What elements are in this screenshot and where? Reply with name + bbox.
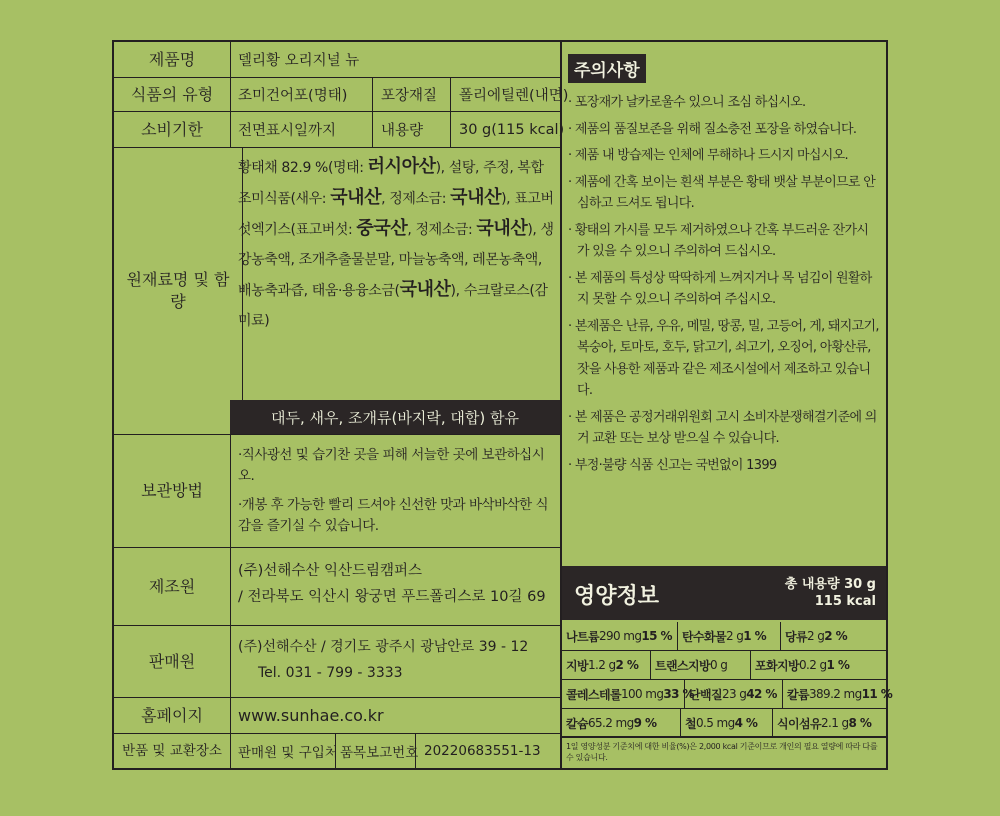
report-number-value: 20220683551-13 xyxy=(424,743,541,759)
nutrition-row xyxy=(562,622,886,651)
caution-item: · 부정·불량 식품 신고는 국번없이 1399 xyxy=(568,457,777,473)
packaging-value: 폴리에틸렌(내면) xyxy=(459,88,569,104)
maker-line-2: / 전라북도 익산시 왕궁면 푸드폴리스로 10길 69 xyxy=(238,589,546,605)
packaging-label: 포장재질 xyxy=(373,78,451,111)
row-product-name xyxy=(114,42,560,78)
nutrient-cell: 단백질 23 g 42 % xyxy=(684,680,782,708)
maker-line-1: (주)선해수산 익산드림캠퍼스 xyxy=(238,563,423,579)
food-type-label: 식품의 유형 xyxy=(114,78,231,111)
nutrition-row xyxy=(562,680,893,709)
ingredient-text: ), 설탕, 주정, 복합조미식품(새우: xyxy=(238,160,544,207)
nutrition-total-kcal: 115 kcal xyxy=(814,594,876,609)
origin-highlight: 중국산 xyxy=(356,218,408,239)
seller-phone: Tel. 031 - 799 - 3333 xyxy=(258,665,403,681)
expiry-label: 소비기한 xyxy=(114,112,231,147)
nutrient-cell: 지방 1.2 g 2 % xyxy=(566,658,639,673)
nutrition-header xyxy=(562,566,886,620)
nutrient-cell: 나트륨 290 mg 15 % xyxy=(566,629,672,644)
origin-highlight: 국내산 xyxy=(330,187,382,208)
ingredient-text: ), 수크랄로스(감미료) xyxy=(238,283,548,329)
ingredient-text: ), 생강농축액, 조개추출물분말, 마늘농축액, 레몬농축액, 배농축과즙, 태움·용융소금( xyxy=(238,222,554,299)
caution-item: · 본 제품은 공정거래위원회 고시 소비자분쟁해결기준에 의거 교환 또는 보상 받으실 수 있습니다. xyxy=(568,409,877,446)
storage-line-1: ·직사광선 및 습기찬 곳을 피해 서늘한 곳에 보관하십시오. xyxy=(238,447,545,484)
origin-highlight: 국내산 xyxy=(476,218,528,239)
nutrient-cell: 식이섬유 2.1 g 8 % xyxy=(772,709,886,737)
nutrient-cell: 콜레스테롤 100 mg 33 % xyxy=(566,687,694,702)
origin-highlight: 국내산 xyxy=(399,279,451,300)
ingredients-label: 원재료명 및 함량 xyxy=(114,148,243,434)
nutrient-cell: 철 0.5 mg 4 % xyxy=(680,709,772,737)
volume-value: 30 g(115 kcal) xyxy=(459,121,565,138)
nutrition-footnote: 1일 영양성분 기준치에 대한 비율(%)은 2,000 kcal 기준이므로 개인의 필요 열량에 따라 다를 수 있습니다. xyxy=(566,742,878,762)
nutrition-total xyxy=(785,576,876,610)
product-info-table xyxy=(114,42,569,768)
label-panel xyxy=(112,40,893,770)
row-ingredients xyxy=(114,148,560,435)
product-name-label: 제품명 xyxy=(114,42,231,77)
nutrient-cell: 탄수화물 2 g 1 % xyxy=(677,622,780,650)
nutrient-cell: 당류 2 g 2 % xyxy=(780,622,886,650)
ingredient-text: ), 표고버섯엑기스(표고버섯: xyxy=(238,191,554,238)
report-number-label: 품목보고번호 xyxy=(336,734,416,768)
caution-list xyxy=(568,92,880,481)
seller-label: 판매원 xyxy=(114,626,231,697)
row-maker xyxy=(114,548,560,626)
caution-title: 주의사항 xyxy=(568,54,646,83)
ingredient-text: , 정제소금: xyxy=(381,191,451,207)
allergy-notice: 대두, 새우, 조개류(바지락, 대합) 함유 xyxy=(230,400,560,434)
product-name-value: 델리황 오리지널 뉴 xyxy=(238,53,360,69)
nutrition-total-weight: 총 내용량 30 g xyxy=(784,577,876,592)
nutrient-cell: 포화지방 0.2 g 1 % xyxy=(750,651,886,679)
caution-item: · 본 제품의 특성상 딱딱하게 느껴지거나 목 넘김이 원활하지 못할 수 있으니 주의하여 주십시오. xyxy=(568,270,872,307)
nutrition-row xyxy=(562,651,886,680)
caution-nutrition-panel xyxy=(562,42,893,768)
row-seller xyxy=(114,626,560,698)
ingredient-text: , 정제소금: xyxy=(407,222,477,238)
homepage-label: 홈페이지 xyxy=(114,698,231,733)
homepage-link[interactable]: www.sunhae.co.kr xyxy=(238,706,384,725)
nutrient-cell: 칼륨 389.2 mg 11 % xyxy=(782,680,886,708)
origin-highlight: 국내산 xyxy=(450,187,502,208)
storage-line-2: ·개봉 후 가능한 빨리 드셔야 신선한 맛과 바삭바삭한 식감을 즐기실 수 있습니다. xyxy=(238,497,549,534)
food-type-value: 조미건어포(명태) xyxy=(230,78,373,111)
row-storage xyxy=(114,435,560,548)
volume-label: 내용량 xyxy=(373,112,451,147)
return-label: 반품 및 교환장소 xyxy=(114,734,231,768)
origin-highlight: 러시아산 xyxy=(367,156,436,177)
maker-label: 제조원 xyxy=(114,548,231,625)
nutrition-row xyxy=(562,709,886,738)
caution-item: · 제품 내 방습제는 인체에 무해하나 드시지 마십시오. xyxy=(568,148,848,163)
expiry-value: 전면표시일까지 xyxy=(230,112,373,147)
return-value: 판매원 및 구입처 xyxy=(230,734,336,768)
row-food-type xyxy=(114,78,569,112)
nutrient-cell: 칼슘 65.2 mg 9 % xyxy=(566,716,657,731)
row-homepage xyxy=(114,698,560,734)
nutrient-cell: 트랜스지방 0 g xyxy=(650,651,750,679)
row-expiry xyxy=(114,112,565,148)
caution-item: · 포장재가 날카로울수 있으니 조심 하십시오. xyxy=(568,95,806,110)
caution-item: · 황태의 가시를 모두 제거하였으나 간혹 부드러운 잔가시가 있을 수 있으니 주의하여 드십시오. xyxy=(568,222,869,259)
caution-item: · 제품의 품질보존을 위해 질소충전 포장을 하였습니다. xyxy=(568,121,857,137)
storage-label: 보관방법 xyxy=(114,435,231,547)
caution-item: · 제품에 간혹 보이는 흰색 부분은 황태 뱃살 부분이므로 안심하고 드셔도 됩니다. xyxy=(568,174,876,211)
ingredients-text xyxy=(238,152,554,336)
row-return xyxy=(114,734,560,768)
seller-line-1: (주)선해수산 / 경기도 광주시 광남안로 39 - 12 xyxy=(238,639,529,655)
caution-item: · 본제품은 난류, 우유, 메밀, 땅콩, 밀, 고등어, 게, 돼지고기, 복숭아, 토마토, 호두, 닭고기, 쇠고기, 오징어, 아황산류, 잣을 사용한 제품과 같은 제조시설에서 제조하고 있습니다. xyxy=(568,318,879,398)
ingredient-text: 황태채 82.9 %(명태: xyxy=(238,160,368,176)
nutrition-title: 영양정보 xyxy=(574,584,660,609)
